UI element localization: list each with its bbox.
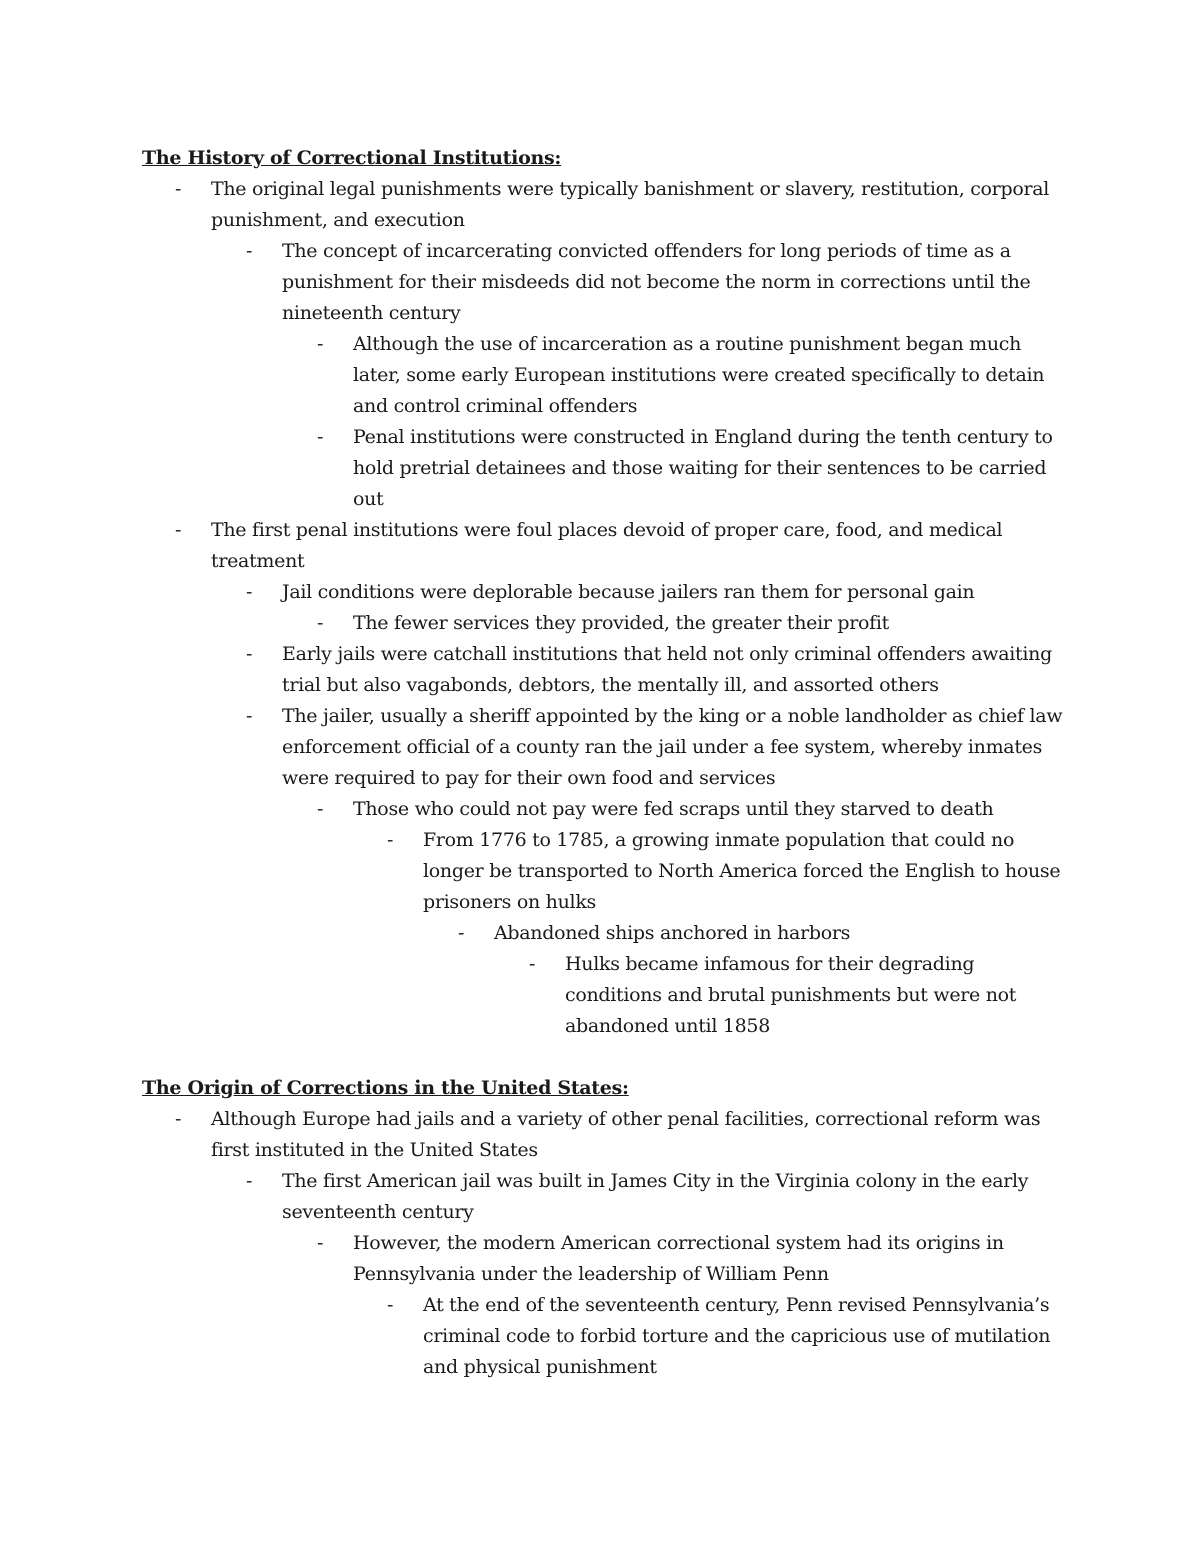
list-item: [142, 1290, 1072, 1383]
list-item: [142, 1228, 1072, 1290]
bullet-dash: -: [246, 240, 253, 262]
bullet-dash: -: [317, 333, 324, 355]
section-heading: The History of Correctional Institutions:: [142, 147, 562, 169]
list-item: [142, 701, 1072, 794]
bullet-dash: -: [387, 1294, 394, 1316]
list-item-text: Although the use of incarceration as a routine punishment began much later, some early European institutions were created specifically to detain and control criminal offenders: [353, 333, 1045, 417]
list-item: [142, 1166, 1072, 1228]
list-item: [142, 577, 1072, 608]
bullet-dash: -: [246, 1170, 253, 1192]
bullet-dash: -: [458, 922, 465, 944]
list-item: [142, 329, 1072, 422]
bullet-dash: -: [246, 581, 253, 603]
bullet-dash: -: [317, 798, 324, 820]
list-item: [142, 422, 1072, 515]
list-item-text: The first penal institutions were foul places devoid of proper care, food, and medical treatment: [211, 519, 1003, 572]
list-item-text: Early jails were catchall institutions that held not only criminal offenders awaiting trial but also vagabonds, debtors, the mentally ill, and assorted others: [282, 643, 1052, 696]
list-item-text: Hulks became infamous for their degrading conditions and brutal punishments but were not abandoned until 1858: [565, 953, 1017, 1037]
list-item-text: At the end of the seventeenth century, Penn revised Pennsylvania’s criminal code to forbid torture and the capricious use of mutilation and physical punishment: [423, 1294, 1051, 1378]
bullet-dash: -: [317, 612, 324, 634]
document-body: [142, 143, 1072, 1383]
list-item-text: Penal institutions were constructed in England during the tenth century to hold pretrial detainees and those waiting for their sentences to be carried out: [353, 426, 1053, 510]
bullet-list: [142, 174, 1072, 1042]
list-item: [142, 174, 1072, 236]
bullet-dash: -: [387, 829, 394, 851]
list-item-text: Although Europe had jails and a variety of other penal facilities, correctional reform was first instituted in the United States: [211, 1108, 1041, 1161]
list-item: [142, 918, 1072, 949]
list-item-text: However, the modern American correctional system had its origins in Pennsylvania under the leadership of William Penn: [353, 1232, 1004, 1285]
list-item: [142, 794, 1072, 825]
list-item-text: The first American jail was built in James City in the Virginia colony in the early seventeenth century: [282, 1170, 1029, 1223]
bullet-dash: -: [529, 953, 536, 975]
list-item: [142, 825, 1072, 918]
list-item: [142, 608, 1072, 639]
list-item: [142, 949, 1072, 1042]
list-item: [142, 515, 1072, 577]
list-item-text: The fewer services they provided, the greater their profit: [353, 612, 890, 634]
bullet-dash: -: [175, 1108, 182, 1130]
list-item-text: The jailer, usually a sheriff appointed by the king or a noble landholder as chief law enforcement official of a county ran the jail under a fee system, whereby inmates were required to pay for their own food and services: [282, 705, 1063, 789]
list-item: [142, 1104, 1072, 1166]
list-item-text: The original legal punishments were typically banishment or slavery, restitution, corporal punishment, and execution: [211, 178, 1050, 231]
list-item-text: Abandoned ships anchored in harbors: [494, 922, 851, 944]
bullet-dash: -: [175, 178, 182, 200]
list-item-text: From 1776 to 1785, a growing inmate population that could no longer be transported to North America forced the English to house prisoners on hulks: [423, 829, 1061, 913]
list-item-text: Those who could not pay were fed scraps until they starved to death: [353, 798, 994, 820]
bullet-dash: -: [317, 426, 324, 448]
list-item: [142, 639, 1072, 701]
bullet-dash: -: [317, 1232, 324, 1254]
bullet-dash: -: [246, 705, 253, 727]
bullet-list: [142, 1104, 1072, 1383]
bullet-dash: -: [246, 643, 253, 665]
list-item-text: Jail conditions were deplorable because jailers ran them for personal gain: [282, 581, 975, 603]
section-spacer: [142, 1042, 1072, 1073]
list-item-text: The concept of incarcerating convicted offenders for long periods of time as a punishment for their misdeeds did not become the norm in corrections until the nineteenth century: [282, 240, 1031, 324]
section-heading: The Origin of Corrections in the United States:: [142, 1077, 629, 1099]
bullet-dash: -: [175, 519, 182, 541]
list-item: [142, 236, 1072, 329]
